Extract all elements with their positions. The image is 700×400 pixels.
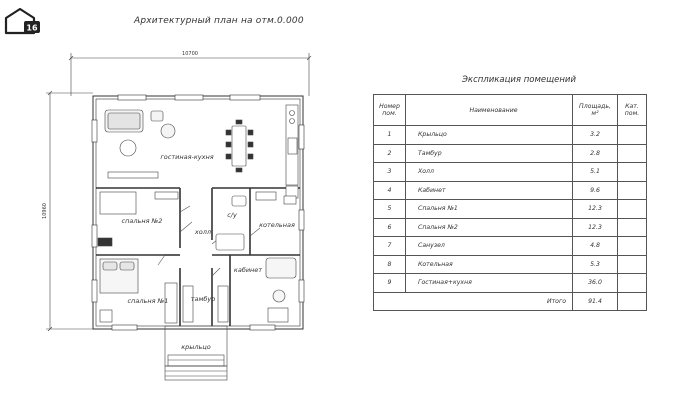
- row-num: 7: [374, 237, 406, 256]
- row-area: 36.0: [573, 274, 618, 293]
- row-num: 2: [374, 144, 406, 163]
- row-name: Спальня №2: [406, 218, 573, 237]
- row-name: Спальня №1: [406, 200, 573, 219]
- row-name: Кабинет: [406, 181, 573, 200]
- header-area: Площадь, м²: [573, 95, 618, 126]
- row-num: 8: [374, 255, 406, 274]
- total-value: 91.4: [573, 292, 618, 311]
- row-area: 5.3: [573, 255, 618, 274]
- total-cat: [618, 292, 647, 311]
- row-name: Котельная: [406, 255, 573, 274]
- header-cat: Кат. пом.: [618, 95, 647, 126]
- room-office: кабинет: [233, 266, 263, 274]
- row-cat: [618, 255, 647, 274]
- row-area: 3.2: [573, 126, 618, 145]
- row-cat: [618, 181, 647, 200]
- table-row: [374, 200, 647, 219]
- row-cat: [618, 237, 647, 256]
- table-row: [374, 163, 647, 182]
- table-row: [374, 144, 647, 163]
- header-num: Номер пом.: [374, 95, 406, 126]
- row-cat: [618, 274, 647, 293]
- row-area: 12.3: [573, 200, 618, 219]
- row-area: 4.8: [573, 237, 618, 256]
- room-hall: холл: [194, 228, 212, 236]
- room-boiler: котельная: [259, 221, 295, 229]
- row-name: Холл: [406, 163, 573, 182]
- dim-height-label: 10960: [42, 203, 48, 219]
- row-area: 9.6: [573, 181, 618, 200]
- table-row: [374, 126, 647, 145]
- room-living-kitchen: гостиная-кухня: [160, 153, 214, 161]
- row-name: Крыльцо: [406, 126, 573, 145]
- total-label: Итого: [374, 292, 573, 311]
- dim-width-label: 10700: [182, 51, 198, 57]
- living-furniture: [105, 105, 298, 198]
- porch: [165, 326, 227, 380]
- row-area: 2.8: [573, 144, 618, 163]
- row-num: 9: [374, 274, 406, 293]
- room-bedroom2: спальня №2: [121, 217, 163, 225]
- table-row: [374, 218, 647, 237]
- table-row: [374, 255, 647, 274]
- row-cat: [618, 200, 647, 219]
- room-bedroom1: спальня №1: [127, 297, 169, 305]
- row-area: 5.1: [573, 163, 618, 182]
- row-num: 5: [374, 200, 406, 219]
- row-area: 12.3: [573, 218, 618, 237]
- table-row: [374, 237, 647, 256]
- table-header-row: [374, 95, 647, 126]
- room-porch: крыльцо: [181, 343, 211, 351]
- plan-title: Архитектурный план на отм.0.000: [134, 16, 304, 26]
- table-row: [374, 181, 647, 200]
- row-cat: [618, 126, 647, 145]
- row-cat: [618, 144, 647, 163]
- header-name: Наименование: [406, 95, 573, 126]
- row-name: Тамбур: [406, 144, 573, 163]
- table-row: [374, 274, 647, 293]
- explication-table: [373, 94, 647, 311]
- row-cat: [618, 218, 647, 237]
- logo-badge: 16: [26, 23, 38, 33]
- table-total-row: [374, 292, 647, 311]
- room-vestibule: тамбур: [190, 295, 216, 303]
- row-num: 4: [374, 181, 406, 200]
- row-name: Санузел: [406, 237, 573, 256]
- row-num: 6: [374, 218, 406, 237]
- row-num: 3: [374, 163, 406, 182]
- room-wc: с/у: [227, 211, 237, 219]
- explication-title: Экспликация помещений: [462, 75, 576, 85]
- row-cat: [618, 163, 647, 182]
- row-name: Гостиная+кухня: [406, 274, 573, 293]
- row-num: 1: [374, 126, 406, 145]
